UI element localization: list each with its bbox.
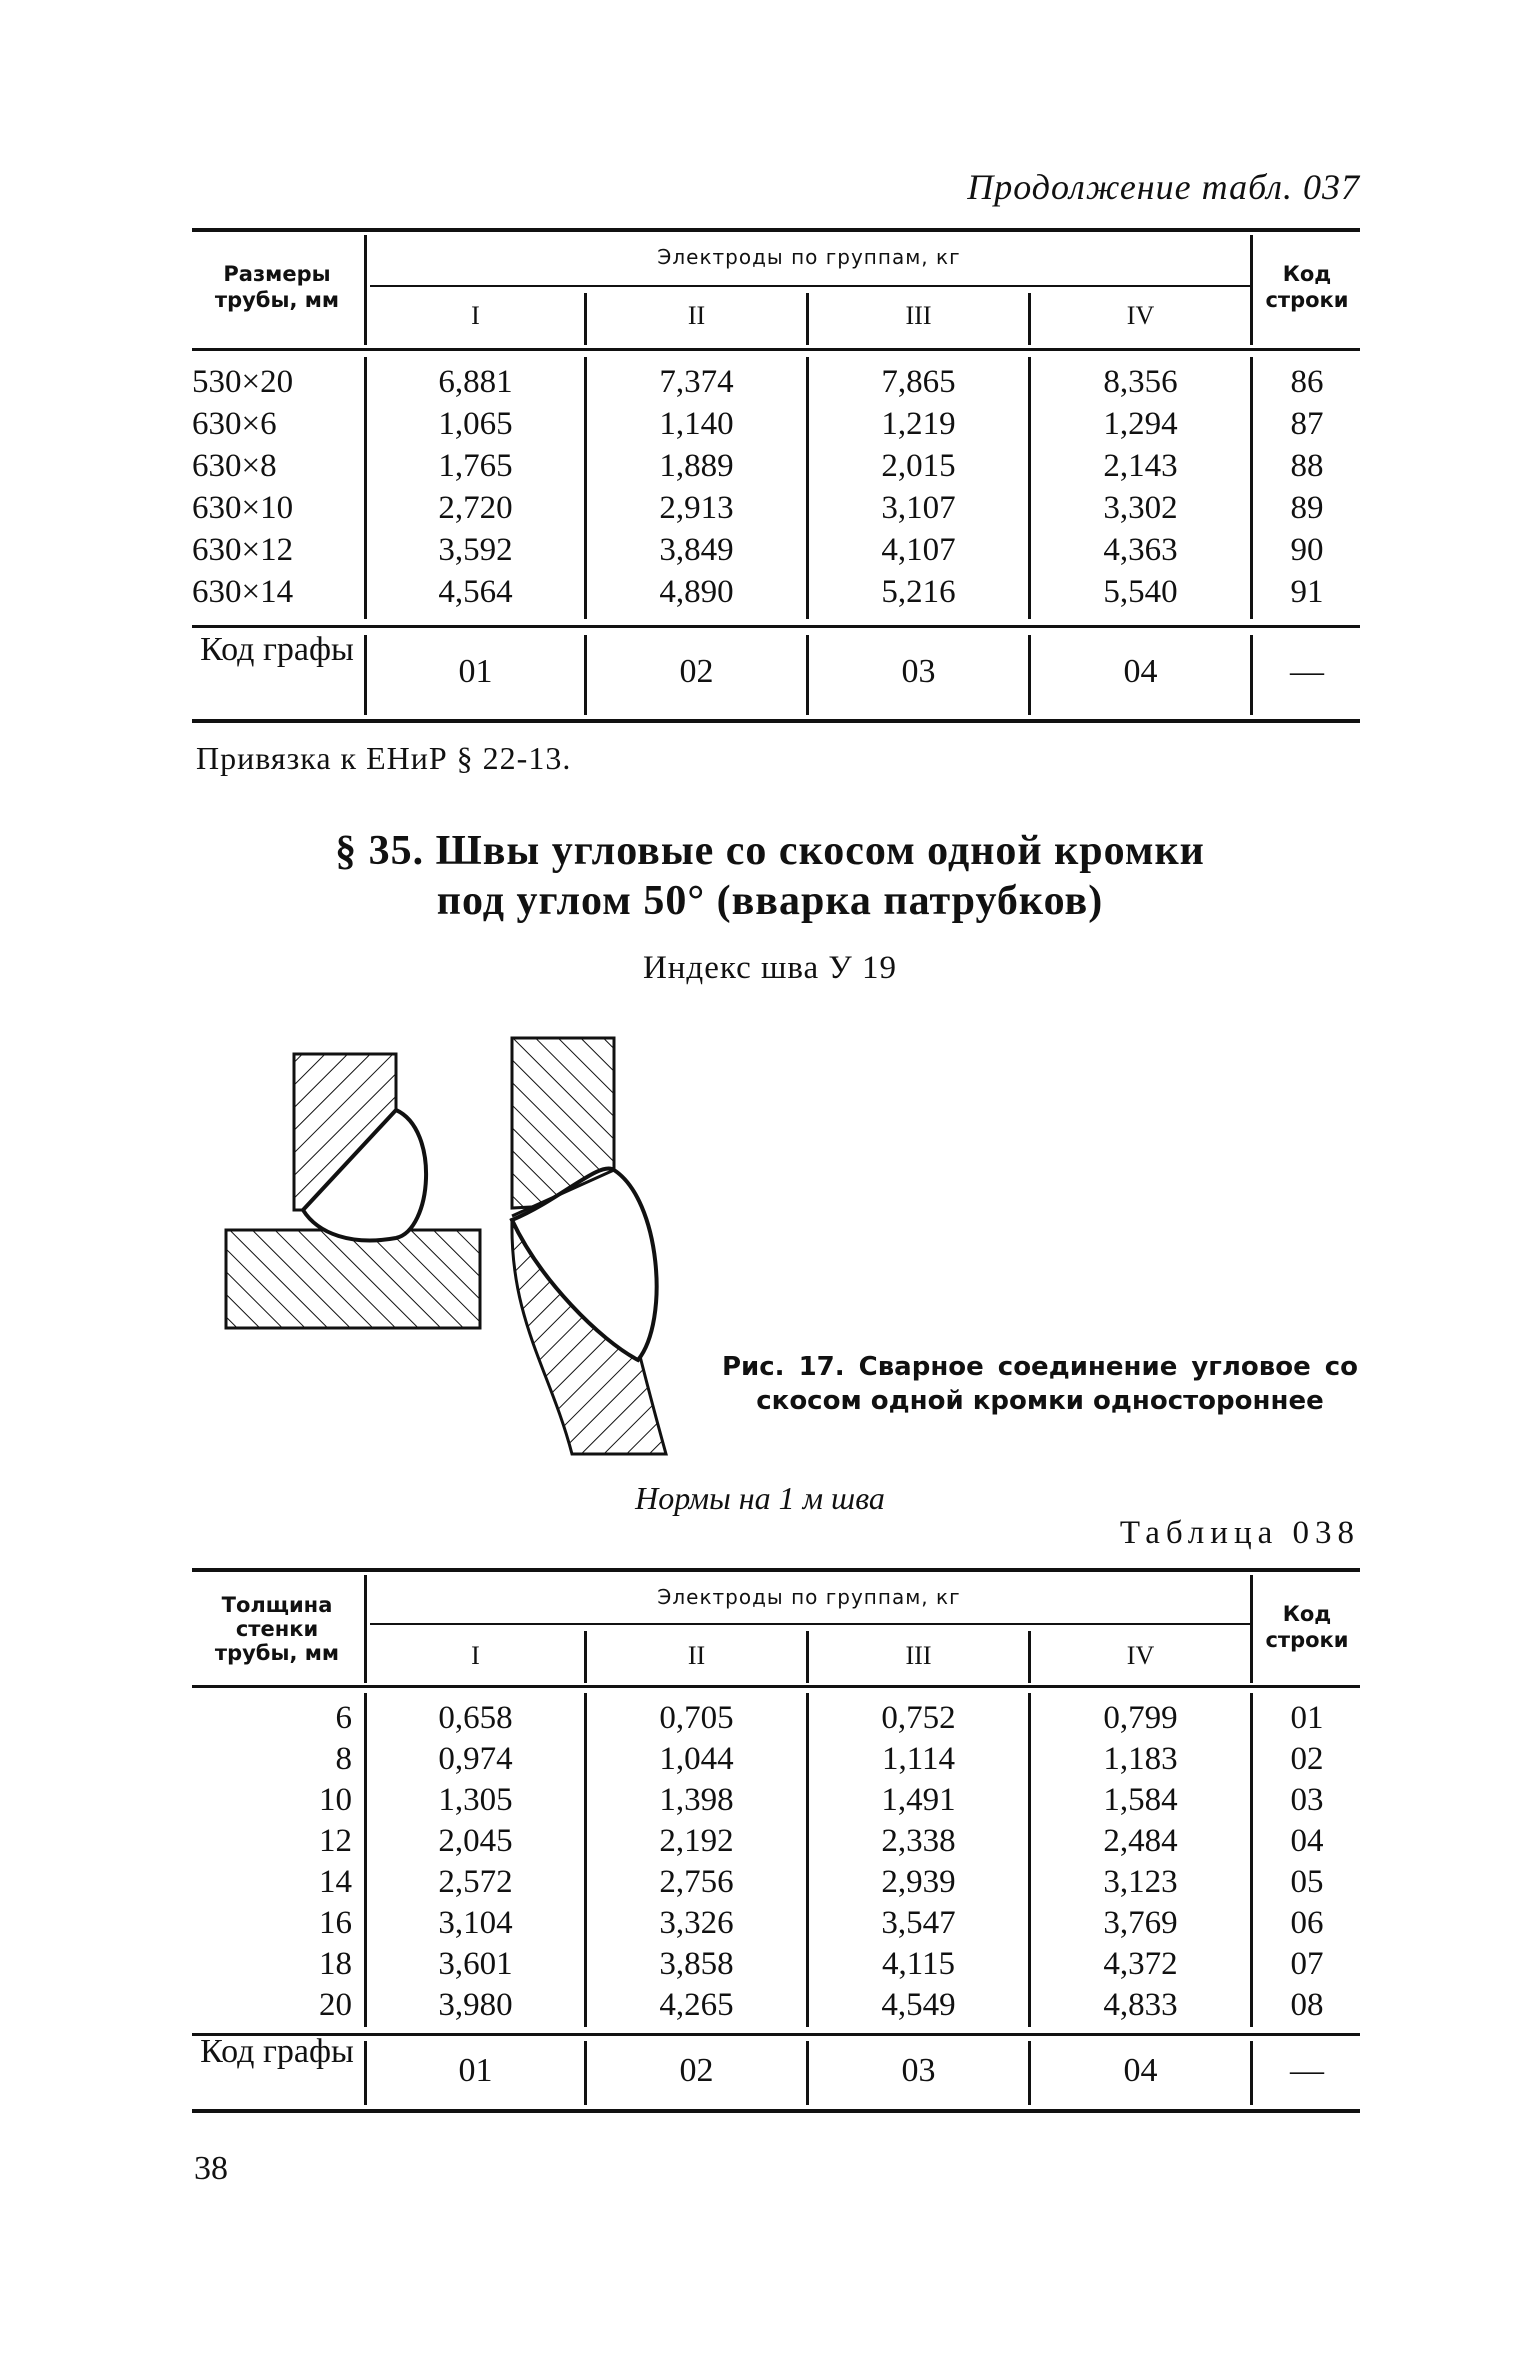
value-cell: 1,491	[881, 1782, 956, 1818]
value-cell: 3,123	[1103, 1864, 1178, 1900]
value-cell: 1,065	[438, 406, 513, 442]
col-header-row-code: Код строки	[1265, 1602, 1349, 1652]
value-cell: 3,849	[659, 532, 734, 568]
value-cell: 1,219	[881, 406, 956, 442]
col-header-row-code: Код строки	[1265, 262, 1349, 312]
value-cell: 6,881	[438, 364, 513, 400]
value-cell: 1,114	[881, 1741, 956, 1777]
body-bottom-rule	[192, 625, 1360, 628]
row-code-cell: 04	[1290, 1823, 1324, 1859]
left-joint	[226, 1054, 480, 1328]
size-cell: 14	[319, 1864, 352, 1900]
group-header: III	[905, 1641, 932, 1670]
size-cell: 630×6	[192, 406, 277, 442]
seam-index: Индекс шва У 19	[642, 950, 898, 986]
value-cell: 1,765	[438, 448, 513, 484]
value-cell: 4,265	[659, 1987, 734, 2023]
page-number: 38	[194, 2150, 228, 2187]
norms-label: Нормы на 1 м шва	[635, 1480, 885, 1516]
footer-dash: —	[1290, 653, 1324, 690]
figure-caption: Рис. 17. Сварное соединение угловое со скосом одной кромки одностороннее	[722, 1352, 1358, 1416]
size-cell: 12	[319, 1823, 352, 1859]
value-cell: 1,305	[438, 1782, 513, 1818]
value-cell: 3,601	[438, 1946, 513, 1982]
group-header: I	[471, 1641, 480, 1670]
group-header: II	[687, 301, 706, 330]
value-cell: 3,104	[438, 1905, 513, 1941]
group-header: IV	[1126, 1641, 1155, 1670]
size-cell: 630×8	[192, 448, 277, 484]
value-cell: 3,858	[659, 1946, 734, 1982]
footer-code: 01	[458, 653, 493, 690]
col-header-thickness: Толщина стенки трубы, мм	[214, 1593, 340, 1665]
table-top-rule	[192, 228, 1360, 232]
group-header: I	[471, 301, 480, 330]
size-cell: 630×10	[192, 490, 294, 526]
value-cell: 4,549	[881, 1987, 956, 2023]
value-cell: 2,143	[1103, 448, 1178, 484]
footer-code: 04	[1123, 653, 1158, 690]
value-cell: 1,044	[659, 1741, 734, 1777]
weld-joint-figure	[200, 1020, 680, 1460]
value-cell: 2,192	[659, 1823, 734, 1859]
value-cell: 3,769	[1103, 1905, 1178, 1941]
value-cell: 4,372	[1103, 1946, 1178, 1982]
value-cell: 0,658	[438, 1700, 513, 1736]
group-header: II	[687, 1641, 706, 1670]
value-cell: 2,015	[881, 448, 956, 484]
continuation-heading: Продолжение табл. 037	[967, 167, 1360, 207]
size-cell: 530×20	[192, 364, 294, 400]
value-cell: 7,865	[881, 364, 956, 400]
value-cell: 2,720	[438, 490, 513, 526]
group-header: III	[905, 301, 932, 330]
value-cell: 2,756	[659, 1864, 734, 1900]
col-header-electrodes: Электроды по группам, кг	[657, 245, 961, 269]
value-cell: 3,302	[1103, 490, 1178, 526]
row-code-cell: 05	[1290, 1864, 1324, 1900]
size-cell: 6	[335, 1700, 352, 1736]
row-code-cell: 90	[1290, 532, 1324, 568]
footer-label: Код графы	[200, 2033, 354, 2070]
value-cell: 3,547	[881, 1905, 956, 1941]
row-code-cell: 03	[1290, 1782, 1324, 1818]
value-cell: 4,564	[438, 574, 513, 610]
size-cell: 8	[335, 1741, 352, 1777]
size-cell: 630×14	[192, 574, 294, 610]
value-cell: 2,045	[438, 1823, 513, 1859]
value-cell: 2,939	[881, 1864, 956, 1900]
value-cell: 1,398	[659, 1782, 734, 1818]
row-code-cell: 06	[1290, 1905, 1324, 1941]
row-code-cell: 01	[1290, 1700, 1324, 1736]
footer-code: 02	[679, 2052, 714, 2089]
value-cell: 1,584	[1103, 1782, 1178, 1818]
header-bottom-rule	[192, 348, 1360, 351]
value-cell: 5,216	[881, 574, 956, 610]
value-cell: 4,833	[1103, 1987, 1178, 2023]
size-cell: 16	[319, 1905, 352, 1941]
row-code-cell: 91	[1290, 574, 1324, 610]
row-code-cell: 86	[1290, 364, 1324, 400]
value-cell: 4,115	[881, 1946, 956, 1982]
row-code-cell: 88	[1290, 448, 1324, 484]
value-cell: 4,890	[659, 574, 734, 610]
footer-code: 03	[901, 653, 936, 690]
group-header: IV	[1126, 301, 1155, 330]
size-cell: 20	[319, 1987, 352, 2023]
value-cell: 0,974	[438, 1741, 513, 1777]
value-cell: 7,374	[659, 364, 734, 400]
footer-dash: —	[1290, 2052, 1324, 2089]
row-code-cell: 87	[1290, 406, 1324, 442]
header-divider	[370, 285, 1250, 287]
value-cell: 0,705	[659, 1700, 734, 1736]
footer-code: 04	[1123, 2052, 1158, 2089]
row-code-cell: 07	[1290, 1946, 1324, 1982]
row-code-cell: 08	[1290, 1987, 1324, 2023]
enir-reference: Привязка к ЕНиР § 22-13.	[196, 740, 572, 776]
section-title: § 35. Швы угловые со скосом одной кромки под углом 50° (вварка патрубков)	[335, 828, 1205, 924]
size-cell: 18	[319, 1946, 352, 1982]
value-cell: 5,540	[1103, 574, 1178, 610]
col-header-electrodes: Электроды по группам, кг	[657, 1585, 961, 1609]
footer-code: 01	[458, 2052, 493, 2089]
table-label: Таблица 038	[1119, 1515, 1360, 1551]
value-cell: 1,183	[1103, 1741, 1178, 1777]
row-code-cell: 89	[1290, 490, 1324, 526]
value-cell: 3,592	[438, 532, 513, 568]
table-bottom-rule	[192, 719, 1360, 723]
value-cell: 3,980	[438, 1987, 513, 2023]
value-cell: 1,889	[659, 448, 734, 484]
value-cell: 0,752	[881, 1700, 956, 1736]
value-cell: 8,356	[1103, 364, 1178, 400]
value-cell: 3,107	[881, 490, 956, 526]
table-037	[192, 225, 1360, 735]
value-cell: 2,572	[438, 1864, 513, 1900]
value-cell: 2,484	[1103, 1823, 1178, 1859]
row-code-cell: 02	[1290, 1741, 1324, 1777]
value-cell: 1,294	[1103, 406, 1178, 442]
value-cell: 3,326	[659, 1905, 734, 1941]
value-cell: 4,107	[881, 532, 956, 568]
footer-code: 02	[679, 653, 714, 690]
size-cell: 630×12	[192, 532, 294, 568]
value-cell: 1,140	[659, 406, 734, 442]
value-cell: 0,799	[1103, 1700, 1178, 1736]
value-cell: 4,363	[1103, 532, 1178, 568]
footer-label: Код графы	[200, 631, 354, 668]
table-038	[192, 1565, 1360, 2125]
footer-code: 03	[901, 2052, 936, 2089]
size-cell: 10	[319, 1782, 352, 1818]
col-header-size: Размеры трубы, мм	[214, 262, 340, 312]
value-cell: 2,913	[659, 490, 734, 526]
value-cell: 2,338	[881, 1823, 956, 1859]
right-joint	[512, 1038, 666, 1454]
